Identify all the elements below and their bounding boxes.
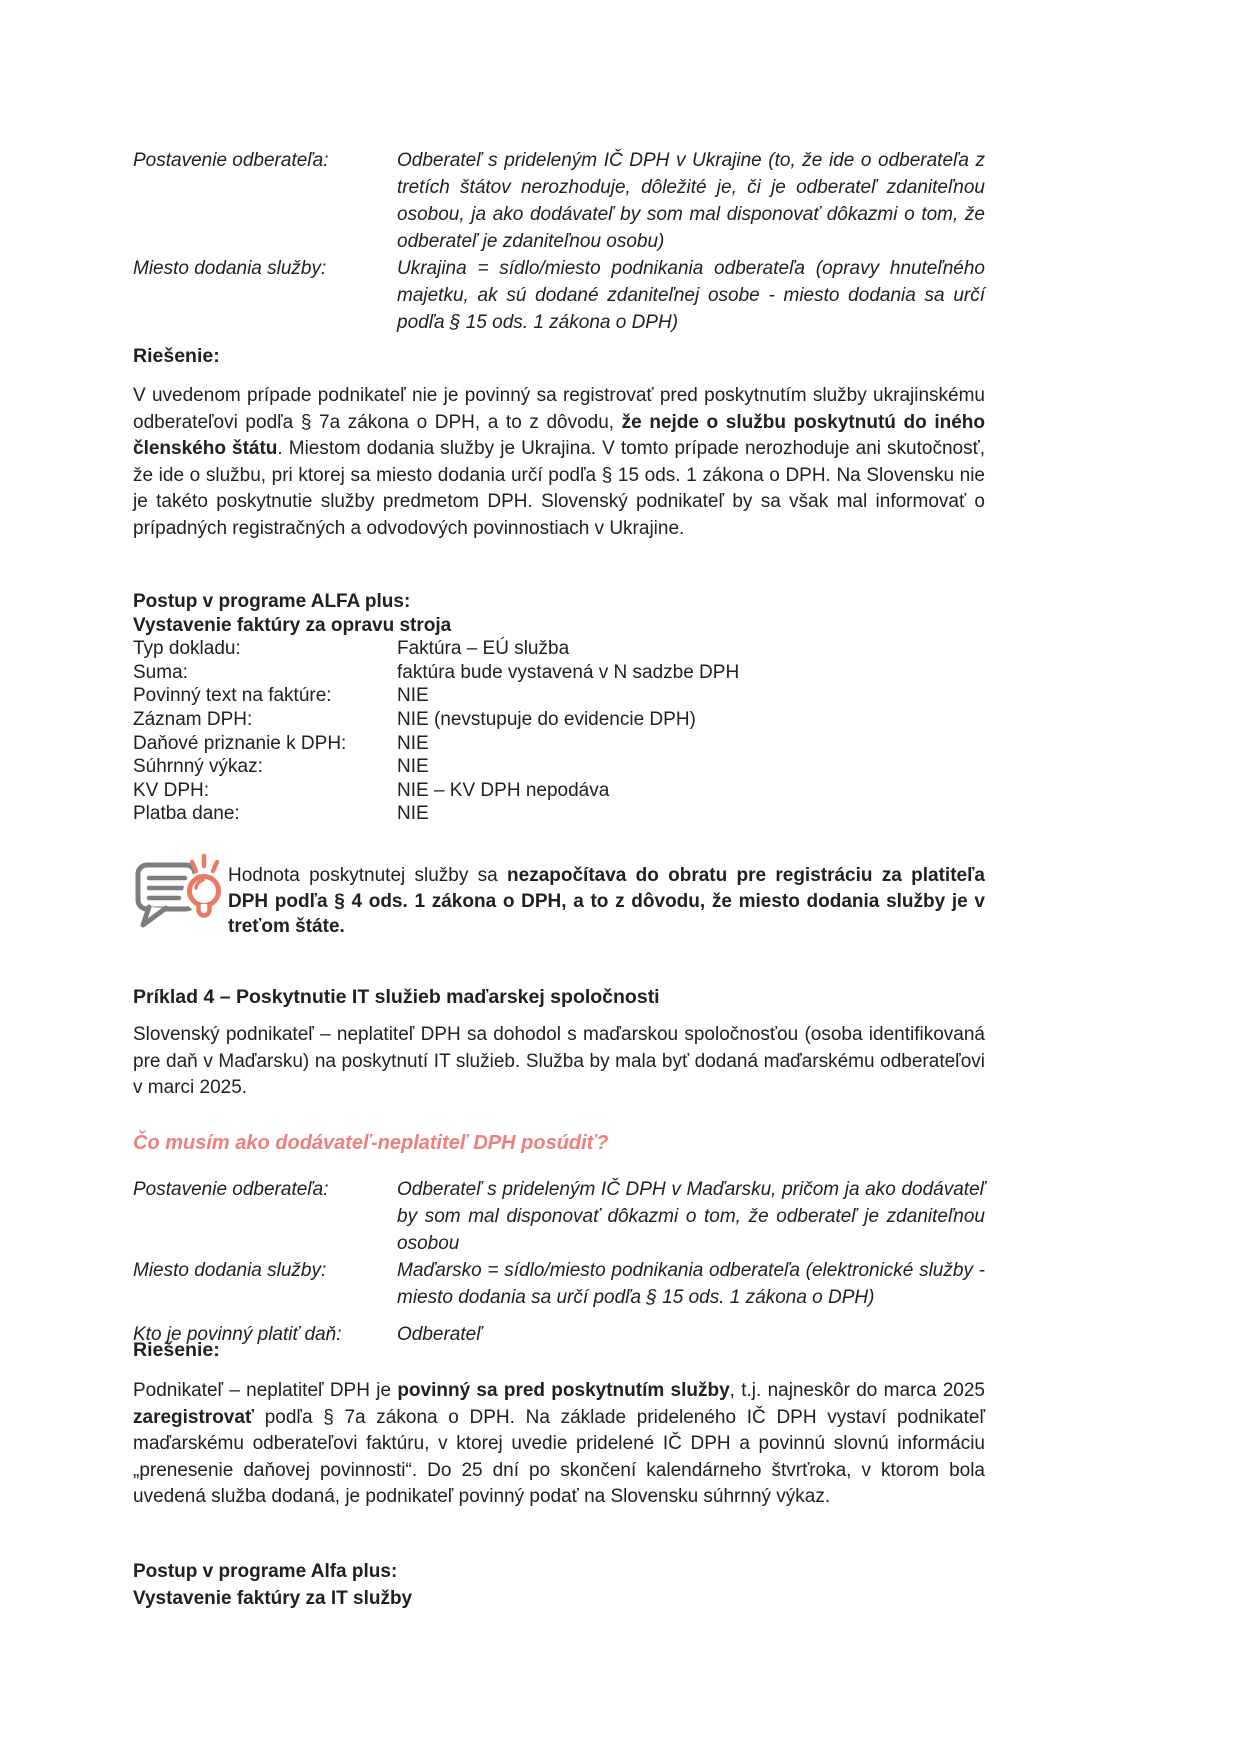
tip-text: Hodnota poskytnutej služby sa nezapočítava do obratu pre registráciu za platiteľa DPH podľa § 4 ods. 1 zákona o DPH, a to z dôvodu, že miesto dodania služby je v treťom štáte.: [228, 865, 985, 938]
program-row-value: faktúra bude vystavená v N sadzbe DPH: [397, 661, 740, 683]
solution-heading: Riešenie:: [133, 345, 220, 367]
definition-value: Ukrajina = sídlo/miesto podnikania odberateľa (opravy hnuteľného majetku, ak sú dodané zdaniteľnej osobe - miesto dodania sa určí podľa § 15 ods. 1 zákona o DPH): [397, 258, 985, 333]
program-row-label: KV DPH:: [133, 779, 210, 801]
program-row: [133, 637, 985, 661]
program-row-value: NIE – KV DPH nepodáva: [397, 779, 610, 801]
definition-value: Maďarsko = sídlo/miesto podnikania odberateľa (elektronické služby - miesto dodania sa určí podľa § 15 ods. 1 zákona o DPH): [397, 1260, 985, 1308]
program-row-label: Súhrnný výkaz:: [133, 756, 263, 778]
definition-row: [133, 1257, 985, 1311]
solution-heading: Riešenie:: [133, 1339, 220, 1361]
program-row: [133, 755, 985, 779]
program-row-value: NIE: [397, 803, 429, 825]
program-row-label: Platba dane:: [133, 803, 240, 825]
example4-title: Príklad 4 – Poskytnutie IT služieb maďarskej spoločnosti: [133, 986, 660, 1008]
definition-label: Postavenie odberateľa:: [133, 150, 329, 171]
definition-value: Odberateľ: [397, 1324, 482, 1345]
program-row: [133, 661, 985, 685]
program-row: [133, 732, 985, 756]
definition-row: [133, 147, 985, 255]
definition-label: Miesto dodania služby:: [133, 258, 327, 279]
program-heading: Postup v programe ALFA plus:: [133, 591, 411, 612]
program-heading: Postup v programe Alfa plus:: [133, 1561, 398, 1582]
program-row: [133, 779, 985, 803]
definition-label: Postavenie odberateľa:: [133, 1179, 329, 1200]
program-row: [133, 684, 985, 708]
program-row-value: NIE: [397, 685, 429, 707]
program-row-label: Daňové priznanie k DPH:: [133, 732, 347, 754]
program-steps: [133, 1558, 985, 1612]
program-row-label: Suma:: [133, 661, 188, 683]
program-row-value: NIE: [397, 756, 429, 778]
program-row-value: NIE (nevstupuje do evidencie DPH): [397, 708, 696, 730]
definition-row: [133, 255, 985, 336]
program-subheading: Vystavenie faktúry za IT služby: [133, 1588, 413, 1609]
note-lightbulb-icon: [133, 852, 228, 939]
definition-row: [133, 1176, 985, 1257]
definition-value: Odberateľ s prideleným IČ DPH v Ukrajine (to, že ide o odberateľa z tretích štátov nerozhoduje, dôležité je, či je odberateľ zdaniteľnou osobou, ja ako dodávateľ by som mal disponovať dôkazmi o tom, že odberateľ je zdaniteľnou osobu): [397, 150, 985, 252]
tip-callout: [133, 852, 985, 940]
program-subheading: Vystavenie faktúry za opravu stroja: [133, 614, 452, 636]
program-row-label: Záznam DPH:: [133, 708, 253, 730]
example4-intro: Slovenský podnikateľ – neplatiteľ DPH sa dohodol s maďarskou spoločnosťou (osoba identifikovaná pre daň v Maďarsku) na poskytnutí IT služieb. Služba by mala byť dodaná maďarskému odberateľovi v marci 2025.: [133, 1024, 985, 1098]
example3-definitions: [133, 147, 985, 336]
solution-paragraph: Podnikateľ – neplatiteľ DPH je povinný sa pred poskytnutím služby, t.j. najneskôr do marca 2025 zaregistrovať podľa § 7a zákona o DPH. Na základe prideleného IČ DPH vystaví podnikateľ maďarskému odberateľovi faktúru, v ktorej uvedie pridelené IČ DPH a povinnú slovnú informáciu „prenesenie daňovej povinnosti“. Do 25 dní po skončení kalendárneho štvrťroka, v ktorom bola uvedená služba dodaná, je podnikateľ povinný podať na Slovensku súhrnný výkaz.: [133, 1380, 985, 1507]
program-row: [133, 708, 985, 732]
program-row-label: Typ dokladu:: [133, 638, 241, 660]
program-row-value: NIE: [397, 732, 429, 754]
program-row-label: Povinný text na faktúre:: [133, 685, 332, 707]
program-row-value: Faktúra – EÚ služba: [397, 638, 570, 660]
definition-value: Odberateľ s prideleným IČ DPH v Maďarsku, pričom ja ako dodávateľ by som mal disponovať dôkazmi o tom, že odberateľ je zdaniteľnou osobou: [397, 1179, 985, 1254]
program-steps: [133, 590, 985, 826]
program-row: [133, 802, 985, 826]
definition-label: Kto je povinný platiť daň:: [133, 1324, 342, 1345]
question-heading: Čo musím ako dodávateľ-neplatiteľ DPH posúdiť?: [133, 1132, 609, 1154]
example4-definitions: [133, 1176, 985, 1348]
definition-label: Miesto dodania služby:: [133, 1260, 327, 1281]
solution-paragraph: V uvedenom prípade podnikateľ nie je povinný sa registrovať pred poskytnutím služby ukrajinskému odberateľovi podľa § 7a zákona o DPH, a to z dôvodu, že nejde o službu poskytnutú do iného členského štátu. Miestom dodania služby je Ukrajina. V tomto prípade nerozhoduje ani skutočnosť, že ide o službu, pri ktorej sa miesto dodania určí podľa § 15 ods. 1 zákona o DPH. Na Slovensku nie je takéto poskytnutie služby predmetom DPH. Slovenský podnikateľ by sa však mal informovať o prípadných registračných a odvodových povinnostiach v Ukrajine.: [133, 385, 986, 539]
